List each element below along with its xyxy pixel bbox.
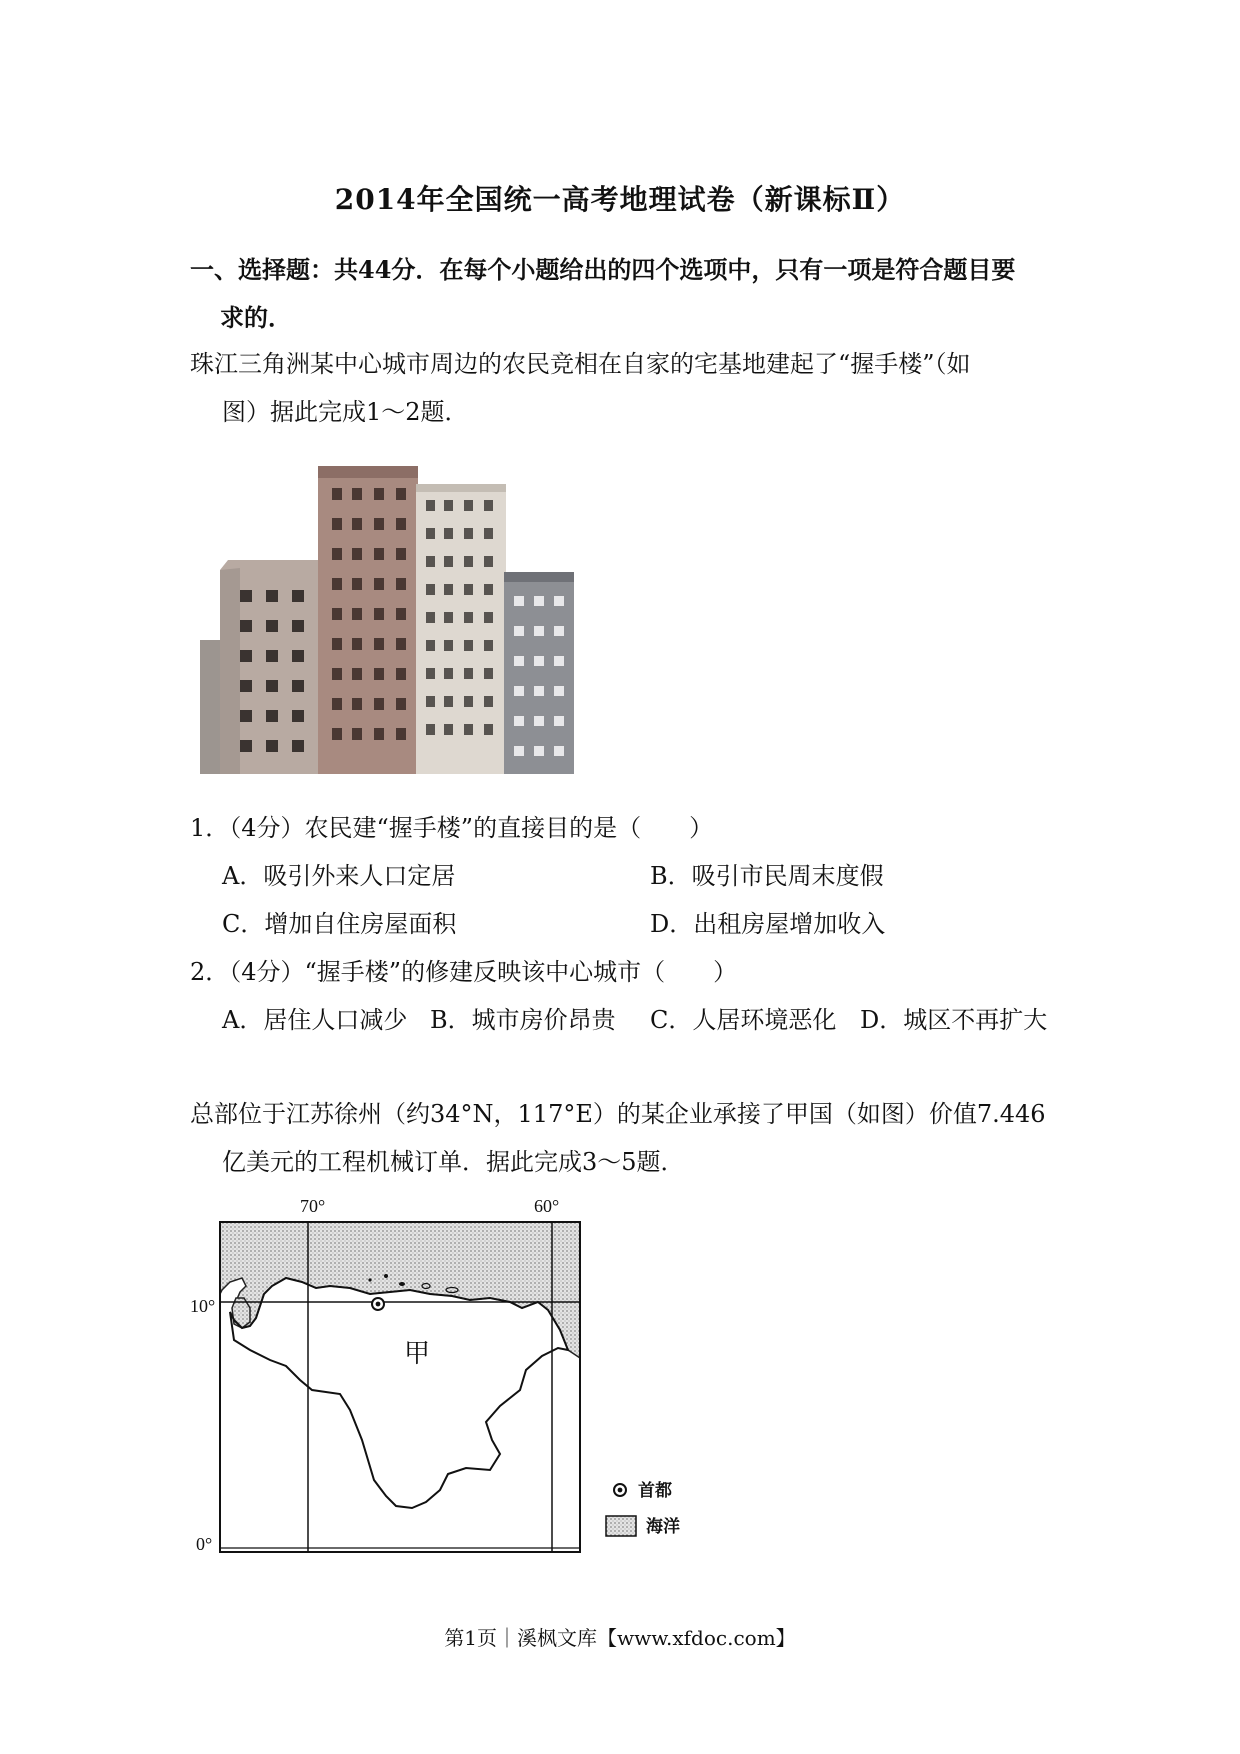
q2-option-b: B．城市房价昂贵 bbox=[430, 1006, 616, 1034]
q2-option-a: A．居住人口减少 bbox=[222, 1006, 408, 1034]
page-footer: 第1页｜溪枫文库【www.xfdoc.com】 bbox=[444, 1626, 796, 1650]
country-label: 甲 bbox=[404, 1339, 431, 1369]
country-outline bbox=[230, 1278, 568, 1508]
section-heading bbox=[190, 246, 1070, 342]
q1-option-c: C．增加自住房屋面积 bbox=[222, 910, 457, 938]
lon-label-70: 70° bbox=[300, 1196, 326, 1216]
legend-ocean-icon bbox=[606, 1516, 636, 1536]
country-map bbox=[190, 1190, 690, 1570]
handshake-buildings-photo bbox=[200, 460, 574, 774]
legend-capital-label: 首都 bbox=[638, 1481, 672, 1501]
passage1-line1: 珠江三角洲某中心城市周边的农民竞相在自家的宅基地建起了“握手楼”（如 bbox=[190, 350, 971, 378]
lat-label-0: 0° bbox=[196, 1534, 213, 1554]
section-heading-line2: 求的． bbox=[220, 303, 292, 332]
q1-option-a: A．吸引外来人口定居 bbox=[222, 862, 456, 890]
lat-label-10: 10° bbox=[190, 1296, 216, 1316]
passage2-line1: 总部位于江苏徐州（约34°N，117°E）的某企业承接了甲国（如图）价值7.446 bbox=[190, 1100, 1046, 1128]
q2-option-d: D．城区不再扩大 bbox=[860, 1006, 1048, 1034]
q2-stem: 2．（4分）“握手楼”的修建反映该中心城市（ ） bbox=[190, 958, 738, 986]
passage2-line2: 亿美元的工程机械订单．据此完成3～5题． bbox=[222, 1148, 685, 1176]
lon-label-60: 60° bbox=[534, 1196, 560, 1216]
page-title: 2014年全国统一高考地理试卷（新课标Ⅱ） bbox=[334, 183, 906, 216]
q1-stem: 1．（4分）农民建“握手楼”的直接目的是（ ） bbox=[190, 814, 714, 842]
q2-option-c: C．人居环境恶化 bbox=[650, 1006, 837, 1034]
q1-option-b: B．吸引市民周末度假 bbox=[650, 862, 884, 890]
legend-ocean-label: 海洋 bbox=[646, 1517, 680, 1537]
section-heading-line1: 一、选择题：共44分．在每个小题给出的四个选项中，只有一项是符合题目要 bbox=[190, 255, 1016, 284]
passage1-line2: 图）据此完成1～2题． bbox=[222, 398, 469, 426]
q1-option-d: D．出租房屋增加收入 bbox=[650, 910, 886, 938]
